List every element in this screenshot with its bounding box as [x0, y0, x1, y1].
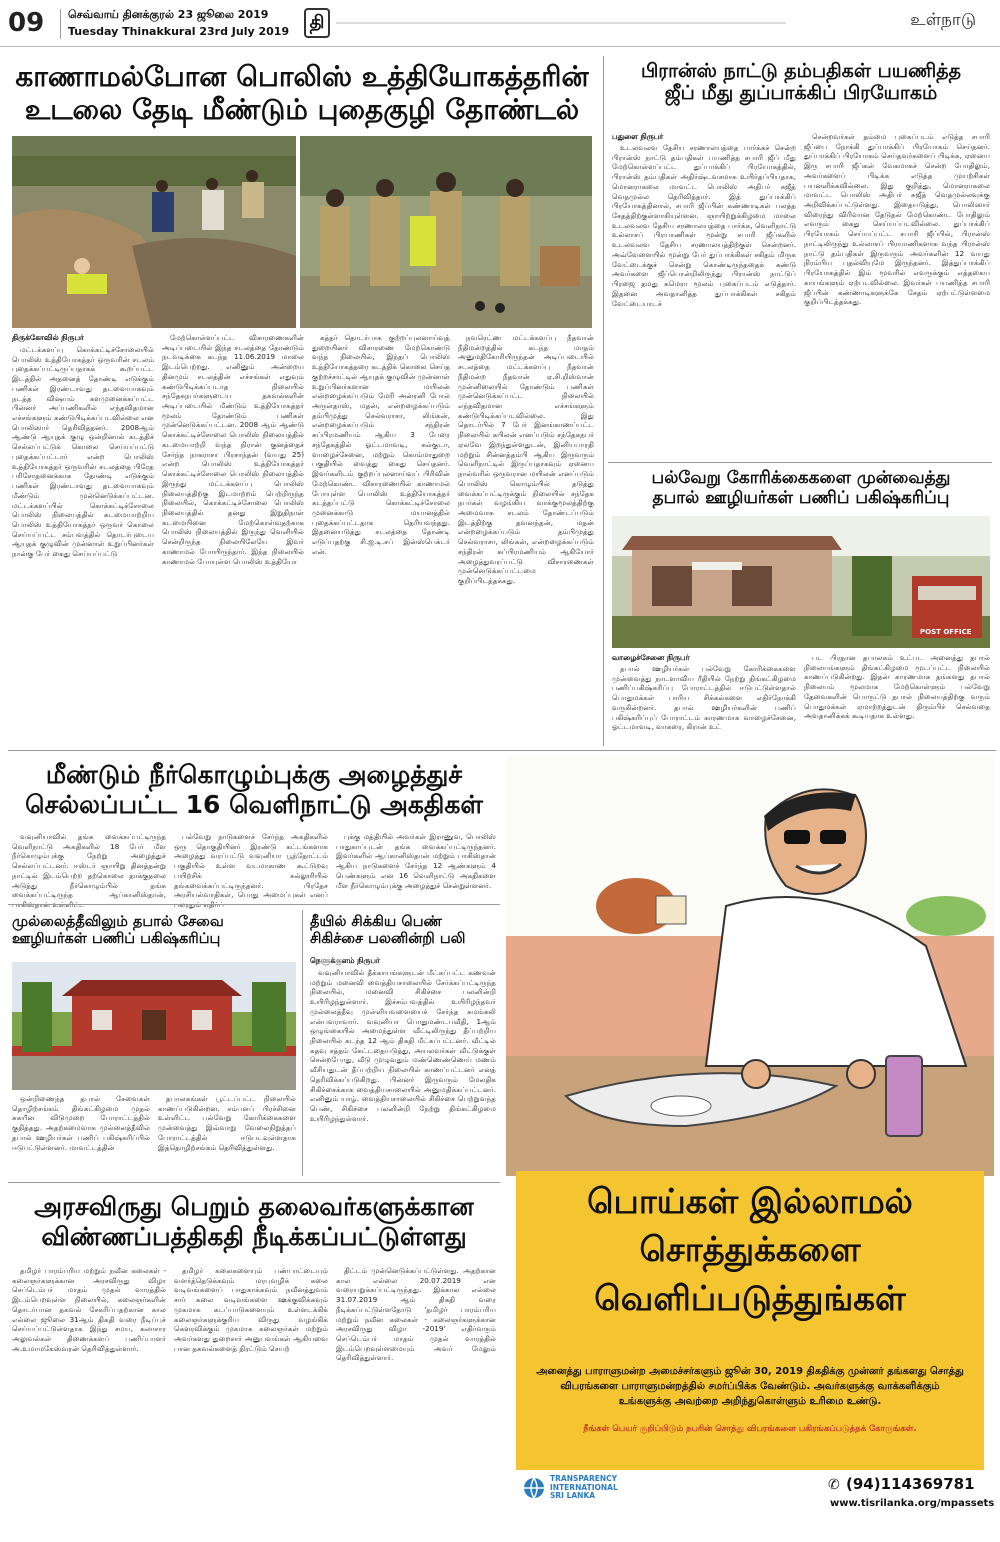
- article1-photo-right: [300, 136, 592, 328]
- date-english: Tuesday Thinakkural 23rd July 2019: [68, 25, 290, 38]
- page-number: 09: [8, 8, 45, 38]
- masthead: [0, 0, 1000, 46]
- advert-footer: [516, 1470, 995, 1526]
- article5-headline: [12, 914, 296, 948]
- mullaitivu-post-office-photo: [12, 962, 296, 1090]
- article2-text-1: உடலவலவ தேசிய சரணாலயத்தை பார்க்கச் சென்ற பிரான்ஸ் நாட்டு தம்பதிகள் பயணித்த சபாரி ஜீப் மீது மேற்கொள்ளப்பட்ட துப்பாக்கிப் பிரயோகத்தில், பிரான்ஸ் தம்பதிகள் அதிர்ஷ்டவசமாக உயிர்தப்பியதாக, மொனராகலை மாவட்ட பொலிஸ் அதிபர் சுஜீத் வெதமுல்ல தெரிவித்தார். இத் துப்பாக்கிப் பிரயோகத்தினால், சபாரி ஜீப்பின் கண்ணாடிகள் பலத்த சேதத்திற்குள்ளாகியுள்ளன. ஞாயிற்றுக்கிழமை மாலை உடலவலவ தேசிய சரணாலயத்தை பார்க்க, வெளிநாட்டு உல்லாசப் பிரயாணிகள் மூன்று சபாரி ஜீப்களில் உடலவலவ தேசிய சரணாலயத்திற்குள் சென்றனர். அவ்வேளையில் மூன்று பேர் துப்பாக்கிகள் சகிதம் மிருக வேட்டைக்குச் சென்று கொண்டிருந்ததைக் கண்டு அவர்களை ஜீப்பொன்றிலிருந்து பிரான்ஸ் நாட்டுப் பிரஜை தமது கமெரா மூலம் புகைப்படம் எடுத்தார். இதனை அவதானித்த துப்பாக்கிகள் சகிதம் வேட்டையாடச்: [612, 143, 796, 308]
- article5-text-2: தபாலகங்கள் பூட்டப்பட்ட நிலையில் காணப்படுகின்றன. சம்பளப் பிரச்சினை உள்ளிட்ட பல்வேறு கோரிக்கைகளை முன்வைத்து இவ்வாறு வேலைநிறுத்தப் போராட்டத்தில் ஈடுபடவுள்ளதாக இத்தொழிற்சங்கம் தெரிவித்துள்ளது.: [158, 1094, 296, 1152]
- advert-website: www.tisrilanka.org/mpassets: [830, 1498, 995, 1509]
- logo-icon: தி: [304, 8, 330, 38]
- article1-headline-line1: காணாமல்போன பொலிஸ் உத்தியோகத்தரின்: [15, 60, 589, 93]
- article4-column-2: [174, 832, 328, 900]
- advert-slogan: [516, 1178, 984, 1323]
- section-name: உள்நாடு: [910, 10, 976, 30]
- article3-headline: [612, 468, 990, 508]
- ti-org-line2: INTERNATIONAL: [550, 1482, 618, 1492]
- article1-column-2: [162, 333, 304, 625]
- article1-photo-left: [12, 136, 296, 328]
- article5-headline-line2: ஊழியர்கள் பணிப் பகிஷ்கரிப்பு: [12, 931, 221, 948]
- ti-org-line3: SRI LANKA: [550, 1491, 596, 1501]
- article7-column-2: [174, 1266, 328, 1534]
- article1-byline: திருக்கோவில் நிருபர்: [12, 333, 84, 342]
- article2-headline-line1: பிரான்ஸ் நாட்டு தம்பதிகள் பயணித்த: [640, 60, 962, 82]
- article3-byline: வாழைச்சேனை நிருபர்: [612, 653, 690, 662]
- article2-column-2: [804, 132, 990, 459]
- article2-text-2: சென்றவர்கள் தம்மை புகைப்படம் எடுத்த சபாரி ஜீப்பை நோக்கி துப்பாக்கிப் பிரயோகம் செய்தனர். துப்பாக்கிப் பிரயோகம் செய்தவர்களைப் பிடிக்க, ஏனைய இரு சபாரி ஜீப்கள் வேகமாகச் சென்ற போதிலும், அவர்களைப் பிடிக்க எடுத்த முயற்சிகள் பயனளிக்கவில்லை. இது குறித்து, மொனராகலை மாவட்ட பொலிஸ் அதிபர் சுஜீத் வெதமுல்லவுக்கு அறிவிக்கப்பட்டுள்ளது. இதையடுத்து, பொலிஸார் விரைந்து விரிவான தேடுதல் மேற்கொண்ட போதிலும் எவரும் கைது செய்யப்படவில்லை. துப்பாக்கிப் பிரயோகம் செய்யப்பட்ட சபாரி ஜீப்பில், பிரான்ஸ் நாட்டிலிருந்து உல்லாசப் பிரயாணிகளாக வந்த பிரான்ஸ் நாட்டு தம்பதிகள் இருவரும் அவர்களின் 12 வயது நிரம்பிய புதல்வியுமே இருந்தனர். இத்துப்பாக்கிப் பிரயோகத்தில் இம் மூவரில் எவருக்கும் எத்தகைய காயங்களும் ஏற்படவில்லை. இவர்கள் பயணித்த சபாரி ஜீப்பின் கண்ணாடிகளுக்கே சேதம் ஏற்பட்டுள்ளமை குறிப்பிடத்தக்கது.: [804, 132, 990, 307]
- article7-column-3: [336, 1266, 496, 1534]
- advert-phone: (94)114369781: [846, 1475, 975, 1493]
- article4-headline-line2: செல்லப்பட்ட 16 வெளிநாட்டு அகதிகள்: [25, 789, 483, 819]
- article5-text-1: ஒன்றிணைந்த தபால் சேவைகள் தொழிற்சங்கம் திங்கட்கிழமை முதல் சுகயீன விடுமுறை போராட்டத்தில் குதித்தது. அதற்கமைவாக முல்லைத்தீவில் தபால் ஊழியர்கள் பணிப் பகிஷ்கரிப்பில் ஈடுபட்டுள்ளனர். மாவட்டத்தின்: [12, 1094, 150, 1152]
- article6-text-1: வவுனியாவில் தீக்காயங்களுடன் மீட்கப்பட்ட கணவன் மற்றும் மனைவி வைத்தியசாலையில் சேர்க்கப்பட்டிருந்த நிலையில், மனைவி சிகிச்சை பலனின்றி உயிரிழந்துள்ளார். இச்சம்பவத்தில் உயிரிழந்தவர் முல்லைத்தீவு முள்ளியவளையைச் சேர்ந்த சுமங்கலி என்பவராவார். வவுனியா பொதுமண்டபவீதி, 1ஆம் ஒழுங்கையில் அமைந்துள்ள வீட்டிலிருந்து தீப்பற்றிய நிலையில் கடந்த 12 ஆம் திகதி மீட்கப்பட்டனர். வீட்டில் கதவு சத்தம் கேட்டதையடுத்து, அயலவர்கள் வீட்டுக்குள் சென்றபோது, வீடு முழுவதும் மண்ணெண்ணெய் மணம் வீசியதுடன் தீப்பற்றிய நிலையில் காணப்பட்டனர் எனத் தெரிவிக்கப்படுகிறது. பின்னர் இருவரும் மேலதிக சிகிச்சைக்காக வைத்தியசாலையில் அனுமதிக்கப்பட்டனர். எனினும் யாழ். வைத்தியசாலையில் சிகிச்சை பெற்றுவந்த பெண், சிகிச்சை பலனின்றி நேற்று திங்கட்கிழமை உயிரிழந்துள்ளார்.: [310, 968, 496, 1123]
- article1-column-4: [458, 333, 594, 625]
- article6-column-1: [310, 968, 496, 1178]
- article5-photo: [12, 962, 296, 1090]
- advert-slogan-line2: சொத்துக்களை: [639, 1230, 861, 1271]
- article2-column-1: [612, 143, 796, 459]
- article1-text-3: கத்தர் தொடர்பாக குற்றப்புலனாய்வுத் துறையினர் விசாரணை மேற்கொண்டு வந்த நிலையில், இந்தப் பொலிஸ் உத்தியோகத்தரை கடத்திக் கொலை செய்த குற்றச்சாட்டில் ஆயுதக் குழுவின் முன்னாள் உறுப்பினர்களான மயிலன் என்றழைக்கப்படும் மேரி அன்ரனி போல் அருள்தாஸ், மதன், என்றழைக்கப்படும் தம்பிமுத்து செல்வராசா, லிங்கன், என்றழைக்கப்படும் சந்திரன் சுப்பிரமணியம் ஆகிய 3 பேரை சந்தேகத்தில் ஓட்டமாவடி, கல்குடா, வாழைச்சேனை, மற்றும் கொம்மாதுறை பகுதியில் வைத்து கைது செய்தனர். இவர்களிடம் குற்றப்புலனாய்வுப் பிரிவின் மேற்கொண்ட விசாரணையில் காணாமல் போயுள்ள பொலிஸ் உத்தியோகத்தர் கடத்தப்பட்டு கொக்கட்டிச்சோலை முனைக்காடு மயானத்தில் புதைக்கப்பட்டதாக தெரியவந்தது. இதனையடுத்து சடலத்தை தோண்டி எடுப்பதற்கு சி.ஐ.டி.சப் இன்ஸ்பெக்டர் என்.: [312, 333, 450, 556]
- advert-call-to-action: நீங்கள் பெயர் குறிப்பிடும் நபரின் சொத்து விபரங்களை பகிரங்கப்படுத்தக் கோருங்கள்.: [583, 1424, 917, 1434]
- article1-column-1: [12, 345, 154, 625]
- article6-headline: [310, 914, 496, 948]
- article1-headline: [12, 60, 592, 126]
- ti-logo-text: [550, 1475, 618, 1501]
- article3-text-2: பட பிரதான தபாலகம் உட்பட அனைத்து தபால் நிலையங்களும் திங்கட்கிழமை மூடப்பட்ட நிலையில் காணப்படுகின்றது. இதன் காரணமாக தங்களது தபால் நிலையம் மூலமாக மேற்கொள்ளும் பல்வேறு தேவைகளின் பொருட்டு தபால் நிலையத்திற்கு வரும் பொதுமக்கள் ஏமாற்றத்துடன் திரும்பிச் செல்வதை அவதானிக்கக் கூடியதாக உள்ளது.: [804, 653, 990, 721]
- article1-column-3: [312, 333, 450, 625]
- article4-column-1: [12, 832, 166, 900]
- article4-text-3: புக்கு மத்தியில் அவர்கள் இராணுவ, பொலிஸ் பாதுகாப்புடன் தங்க வைக்கப்பட்டிருந்தனர். இவர்களில் ஆப்கானிஸ்தான் மற்றும் பாகிஸ்தான் ஆகிய நாடுகளைச் சேர்ந்த 12 ஆண்களும் 4 பெண்களும் என 16 வெளிநாட்டு அகதிகளை மீள நீர்கொழும்புக்கு அழைத்துச் சென்றுள்ளனர்.: [336, 832, 496, 890]
- article3-headline-line1: பல்வேறு கோரிக்கைகளை முன்வைத்து: [651, 468, 951, 488]
- article7-text-3: திட்டம் முன்னெடுக்கப்பட்டுள்ளது. அதற்கான கால எல்லை 20.07.2019 என வரையறுக்கப்பட்டிருந்தது. இக்கால எல்லை 31.07.2019 ஆம் திகதி வரை நீடிக்கப்பட்டுள்ளதோடு 'தமிழர் பாரம்பரிய மற்றும் நவீன கலைகள் - கலைஞர்களுக்கான அரசவிருது விழா -2019' எதிர்வரும் செப்டெம்பர் மாதம் முதல் வாரத்தில் இடம்பெறவுள்ளமையும் அவர் மேலும் தெரிவித்துள்ளார்.: [336, 1266, 496, 1363]
- cartoon-illustration: [506, 756, 994, 1176]
- date-tamil: செவ்வாய் தினக்குரல் 23 ஜூலை 2019: [68, 8, 269, 21]
- article4-text-2: பல்வேறு நாடுகளைச் சேர்ந்த அகதிகளில் ஒரு தொகுதியினர் இரண்டு கட்டங்களாக அழைத்து வரப்பட்டு வவுனியா பூந்தோட்டம் பகுதியில் உள்ள வடமாகாண கூட்டுறவு பயிற்சிக் கல்லூரியில் தங்கவைக்கப்பட்டிருந்தனர். பிரதேச அரசியல்வாதிகள், பொது அமைப்புகள் எனப்: [174, 832, 328, 900]
- article6-headline-line1: தீயில் சிக்கிய பெண்: [310, 914, 442, 930]
- article4-column-3: [336, 832, 496, 900]
- post-office-sign: POST OFFICE: [920, 628, 972, 636]
- article7-headline: [12, 1192, 496, 1251]
- article3-column-2: [804, 653, 990, 742]
- article3-photo: [612, 516, 990, 648]
- article7-column-1: [12, 1266, 166, 1534]
- article1-headline-line2: உடலை தேடி மீண்டும் புதைகுழி தோண்டல்: [24, 93, 580, 127]
- excavation-photo: [12, 136, 296, 328]
- article2-headline: [612, 60, 990, 105]
- article3-column-1: [612, 664, 796, 742]
- article1-text-1: மட்டக்களப்பு கொக்கட்டிச்சோலையில் பொலிஸ் உத்தியோகத்தர் ஒருவரின் சடலம் புதைக்கப்பட்டிருப்பதாகக் கூறப்பட்ட இடத்தில் அதனைத் தோண்டி எடுக்கும் பணிகள் இரண்டாவது தடவையாகவும் நடத்த விஷயம் களமுனைக்கப்பட்ட பின்னர் அப்பணிகளில் எந்தவிதமான எச்சங்களும் கண்டுபிடிக்கப்படவில்லை என பொலிஸார் தெரிவித்தனர். 2008ஆம் ஆண்டு ஆயுதக் குழு ஒன்றினால் கடத்திச் செல்லப்பட்டுக் கொலை செய்யப்பட்டு புதைக்கப்பட்டார் என்ற பொலிஸ் உத்தியோகத்தர் ஒருவரின் சடலத்தை பிரேத பரிசோதனைக்காக தோண்டி எடுக்கும் பணிகள் இரண்டாவது தடவையாகவும் மீண்டும் முன்னெடுக்கப்பட்டன. மட்டக்களப்பில் கொக்கட்டிச்சோலை பொலிஸ் நிலையத்தில் கடமையாற்றிய பொலிஸ் உத்தியோகத்தர் ஒருவர் கொலை செய்யப்பட்ட சம்பவத்தில் தொடர்புடைய ஆயுதக் குழுவின் முன்னாள் உறுப்பினர்கள் நான்கு பேர் கைது செய்யப்பட்டு: [12, 345, 154, 559]
- article7-headline-line2: விண்ணப்பத்திகதி நீடிக்கப்பட்டுள்ளது: [41, 1221, 467, 1251]
- article2-byline: பதுளை நிருபர்: [612, 132, 664, 141]
- article5-column-2: [158, 1094, 296, 1174]
- article5-column-1: [12, 1094, 150, 1174]
- ti-org-line1: TRANSPARENCY: [550, 1474, 618, 1483]
- phone-icon: ✆: [828, 1477, 840, 1493]
- article3-headline-line2: தபால் ஊழியர்கள் பணிப் பகிஷ்கரிப்பு: [652, 488, 950, 509]
- article2-headline-line2: ஜீப் மீது துப்பாக்கிப் பிரயோகம்: [664, 82, 938, 105]
- article4-headline-line1: மீண்டும் நீர்கொழும்புக்கு அழைத்துச்: [45, 760, 463, 789]
- article7-text-2: தமிழர் கலைகளையும் பண்பாட்டையும் வளர்த்தெடுக்கவும் மரபுவழிக் கலை வடிவங்களைப் பாதுகாக்கவும் நவீனத்துவம் சார் கலை வடிவங்களை ஊக்குவிக்கவும் முகமாக கடப்பாடுகளையும் உள்ளடக்கிக் கலைஞர்களுக்குரிய விருது வழங்கிக் கௌரவிக்கும் முகமாக கலைஞர்கள் மற்றும் அவர்களது துறைசார் அனுபவங்கள் ஆகியவை பான தகவல்களைத் திரட்டும் செயற்: [174, 1266, 328, 1353]
- advert-slogan-line3: வெளிப்படுத்துங்கள்: [594, 1278, 906, 1319]
- advert-body: அனைத்து பாராளுமன்ற அமைச்சர்களும் ஜூன் 30, 2019 திகதிக்கு முன்னர் தங்களது சொத்து விபரங்களை பாராளுமன்றத்தில் சமர்ப்பிக்க வேண்டும். அவர்களுக்கு வாக்களிக்கும் உங்களுக்கு அவற்றை அறிந்துகொள்ளும் உரிமை உண்டு.: [536, 1366, 964, 1407]
- police-officers-photo: [300, 136, 592, 328]
- article3-text-1: தபால் ஊழியர்கள் பல்வேறு கோரிக்கைகளை முன்வைத்து நாடளாவிய ரீதியில் நேற்று திங்கட்கிழமை பணிப்பகிஷ்கரிப்பு போராட்டத்தில் ஈடுபட்டுள்ளதால் பொதுமக்கள் பாரிய சிக்கல்களை எதிர்நோக்கி வருகின்றனர். தபால் ஊழியர்களின் பணிப் பகிஷ்கரிப்புப் போராட்டம் காரணமாக வாழைச்சேனை, ஓட்டமாவடி, வாகரை, கிரான் உட்: [612, 664, 796, 732]
- article4-headline: [12, 760, 496, 819]
- article7-headline-line1: அரசவிருது பெறும் தலைவர்களுக்கான: [34, 1192, 474, 1221]
- article1-text-2: மேற்கொள்ளப்பட்ட விசாரணைகளின் அடிப்படையில் இந்த சடலத்தை தோண்டும் நடவடிக்கை கடந்த 11.06.2019 மாலை இடம்பெற்றது. எனினும் அன்றைய தினமும் சடலத்தின் எச்சங்கள் எதுவும் கண்டுபிடிக்கப்படாத நிலையில் சந்தேகநபர்களுடைய தகவல்களின் அடிப்படையில் மீண்டும் உத்தியோகத்தர் மூலம் தோண்டும் பணிகள் முன்னெடுக்கப்பட்டன. 2008 ஆம் ஆண்டு கொக்கட்டிச்சோலை பொலிஸ் நிலையத்தில் கடமையாற்றி வந்த நிரான் குனத்தைச் சேர்ந்த நாகராசா பிரசாந்தன் (வயது 25) என்ற பொலிஸ் உத்தியோகத்தர் கொக்கட்டிச்சோலை பொலிஸ் நிலையத்தில் இருந்து மட்டக்களப்பு பொலிஸ் நிலையத்திற்கு இடமாற்றம் பெற்றிருந்த நிலையில், கொக்கட்டிச்சோலை பொலிஸ் நிலையத்தில் தனது இறுதிநாள் கடமையினை மேற்கொள்வதற்காக பொலிஸ் நிலையத்தில் இருந்து வெளியில் சென்றிருந்த நிலையிலேயே இவர் காணாமல் போயிருந்தார். இந்த நிலையில் காணாமல் போயுள்ள பொலிஸ் உத்தியோ: [162, 333, 304, 566]
- article6-headline-line2: சிகிச்சை பலனின்றி பலி: [310, 931, 466, 948]
- article4-text-1: வவுனியாவில் தங்க வைக்கப்பட்டிருந்த வெளிநாட்டு அகதிகளில் 18 பேர் மீள நீர்கொழும்புக்கு நேற்று அழைத்துச் செல்லப்பட்டனர். ஈஸ்டர் ஞாயிறு தினத்தன்று நாட்டில் இடம்பெற்ற தற்கொலை தாக்குதலை அடுத்து நீர்கொழும்பில் தங்க வைக்கப்பட்டிருந்த ஆப்கானிஸ்தான்,: [12, 832, 166, 900]
- article7-text-1: தமிழர் பாரம்பரிய மற்றும் நவீன கலைகள் - கலைஞர்களுக்கான அரசவிருது விழா செப்டெம்பர் மாதம் முதல் வாரத்தில் இடம்பெறவுள்ள நிலையில், கலைஞர்களின் தொடர்பான தகவல் சேகரிப்பதற்கான கால எல்லை ஜூலை 31ஆம் திகதி வரை நீடிப்புச் செய்யப்பட்டுள்ளதாக இந்து சமய, கலாசார அலுவல்கள் திணைக்களப் பணிப்பாளர் அ.உமாமகேஸ்வரன் தெரிவித்துள்ளார்.: [12, 1266, 166, 1353]
- advert-slogan-line1: பொய்கள் இல்லாமல்: [587, 1182, 913, 1222]
- article6-byline: நெளுக்குளம் நிருபர்: [310, 956, 380, 965]
- transparency-advert: [506, 756, 994, 1536]
- ti-globe-icon: [522, 1476, 546, 1500]
- article1-text-4: நவரெட்ண மட்டக்களப்பு நீதவான் நீதிமன்றத்தில் கடந்த மாதம் அனுமதிகோரியிருந்தன் அடிப்படையில் சடலத்தை மட்டக்களப்பு நீதவான் நீதிமன்ற நீதவான் ஏ.சி.றிஸ்வான் முன்னிலையில் தோண்டும் பணிகள் முன்னெடுக்கப்பட்ட நிலையில் எந்தவிதமான எச்சங்களும் கண்டுபிடிக்கப்படவில்லை. இது தொடர்பில் 7 பேர் இனங்காணப்பட்ட நிலையில் கபிலன் எனப்படும் சந்தேகநபர் ஏலவே இறந்துள்ளதுடன், இனியபாரதி மற்றும் சின்னத்தம்பி ஆகிய இருவரும் வெளிநாட்டில் இருப்பதாகவும் ஏனைய நால்வரில் ஒருவரான மயிலன் எனப்படும் பொலிஸ் கொழும்பில் தடுத்து வைக்கப்பட்டிருக்கும் நிலையில் சந்தேக நபர்கள் வழங்கிய வாக்குமூலத்திற்கு அமைவாக சடலம் தோண்டப்படும் இடத்திற்கு தவனந்தன், மதன் என்றழைக்கப்படும் தம்பிமுத்து செல்வராசா, லிங்கன், என்றழைக்கப்படும் சந்திரன் சுப்பிரமணியம் ஆகியோர் அழைத்துவரப்பட்டு விசாரணைகள் முன்னெடுக்கப்பட்டமை குறிப்பிடத்தக்கது.: [458, 333, 594, 585]
- article5-headline-line1: முல்லைத்தீவிலும் தபால் சேவை: [12, 914, 224, 930]
